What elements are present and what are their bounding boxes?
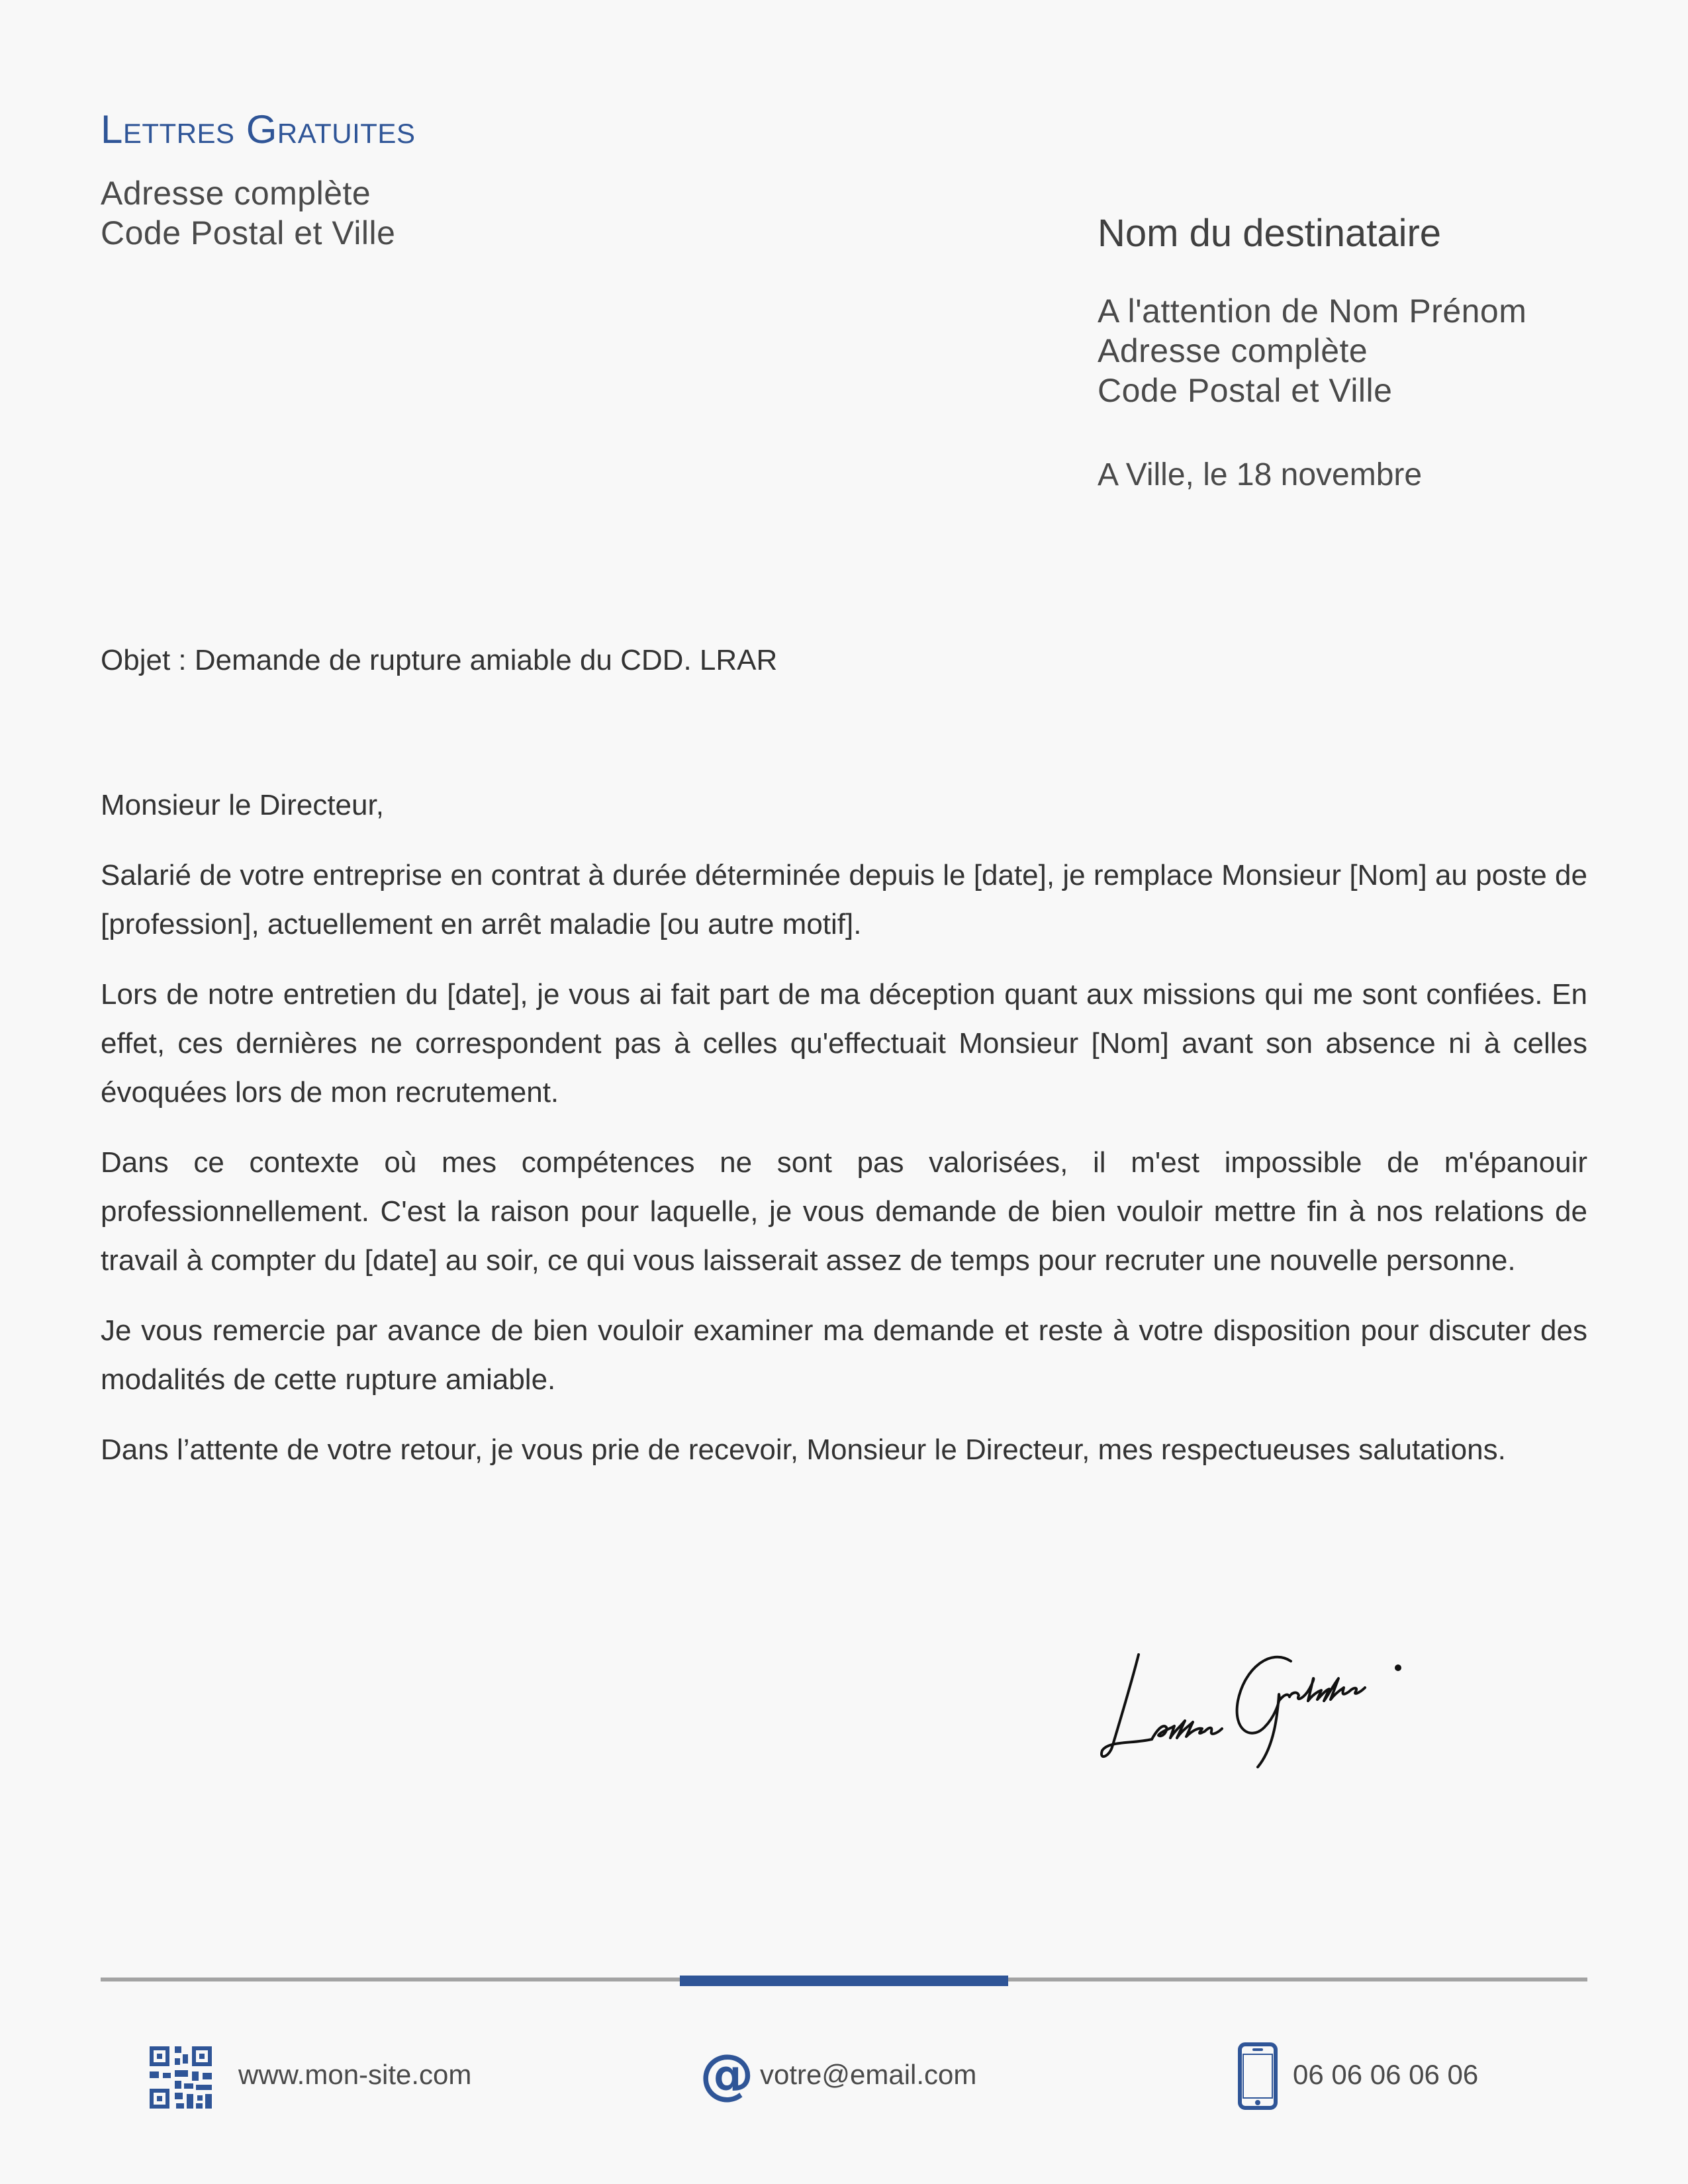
letter-salutation: Monsieur le Directeur, xyxy=(101,789,384,821)
sender-address xyxy=(101,173,395,253)
letter-paragraph: Lors de notre entretien du [date], je vous ai fait part de ma déception quant aux missions qui me sont confiées. En effet, ces dernières ne correspondent pas à celles qu'effectuait Monsieur [Nom] avant son absence ni à celles évoquées lors de mon recrutement. xyxy=(101,978,1587,1109)
recipient-name: Nom du destinataire xyxy=(1098,212,1442,255)
letter-paragraph: Dans l’attente de votre retour, je vous prie de recevoir, Monsieur le Directeur, mes respectueuses salutations. xyxy=(101,1433,1506,1466)
recipient-address xyxy=(1098,291,1526,410)
sender-brand: Lettres Gratuites xyxy=(101,107,416,152)
letter-paragraph: Je vous remercie par avance de bien vouloir examiner ma demande et reste à votre disposition pour discuter des modalités de cette rupture amiable. xyxy=(101,1314,1587,1396)
recipient-attention-line: A l'attention de Nom Prénom xyxy=(1098,293,1527,330)
letter-subject: Objet : Demande de rupture amiable du CDD. LRAR xyxy=(101,644,778,676)
sender-address-line: Adresse complète xyxy=(101,175,371,212)
letter-paragraph: Dans ce contexte où mes compétences ne sont pas valorisées, il m'est impossible de m'épanouir professionnellement. C'est la raison pour laquelle, je vous demande de bien vouloir mettre fin à nos relations de travail à compter du [date] au soir, ce qui vous laisserait assez de temps pour recruter une nouvelle personne. xyxy=(101,1146,1587,1277)
footer-divider-accent xyxy=(680,1976,1008,1986)
letter-date: A Ville, le 18 novembre xyxy=(1098,457,1423,492)
qr-code-icon xyxy=(150,2046,212,2109)
letter-paragraph: Salarié de votre entreprise en contrat à durée déterminée depuis le [date], je remplace Monsieur [Nom] au poste de [profession], actuellement en arrêt maladie [ou autre motif]. xyxy=(101,859,1587,940)
at-sign-icon: @ xyxy=(700,2043,754,2106)
mobile-phone-icon xyxy=(1238,2042,1278,2110)
letter-body xyxy=(101,781,1587,1496)
footer-phone[interactable]: 06 06 06 06 06 xyxy=(1293,2059,1479,2090)
handwritten-signature xyxy=(1092,1615,1450,1774)
footer-website[interactable]: www.mon-site.com xyxy=(238,2059,472,2090)
recipient-address-line: Adresse complète xyxy=(1098,332,1368,369)
footer-email[interactable]: votre@email.com xyxy=(760,2059,977,2090)
sender-city-line: Code Postal et Ville xyxy=(101,214,396,251)
recipient-city-line: Code Postal et Ville xyxy=(1098,372,1393,409)
